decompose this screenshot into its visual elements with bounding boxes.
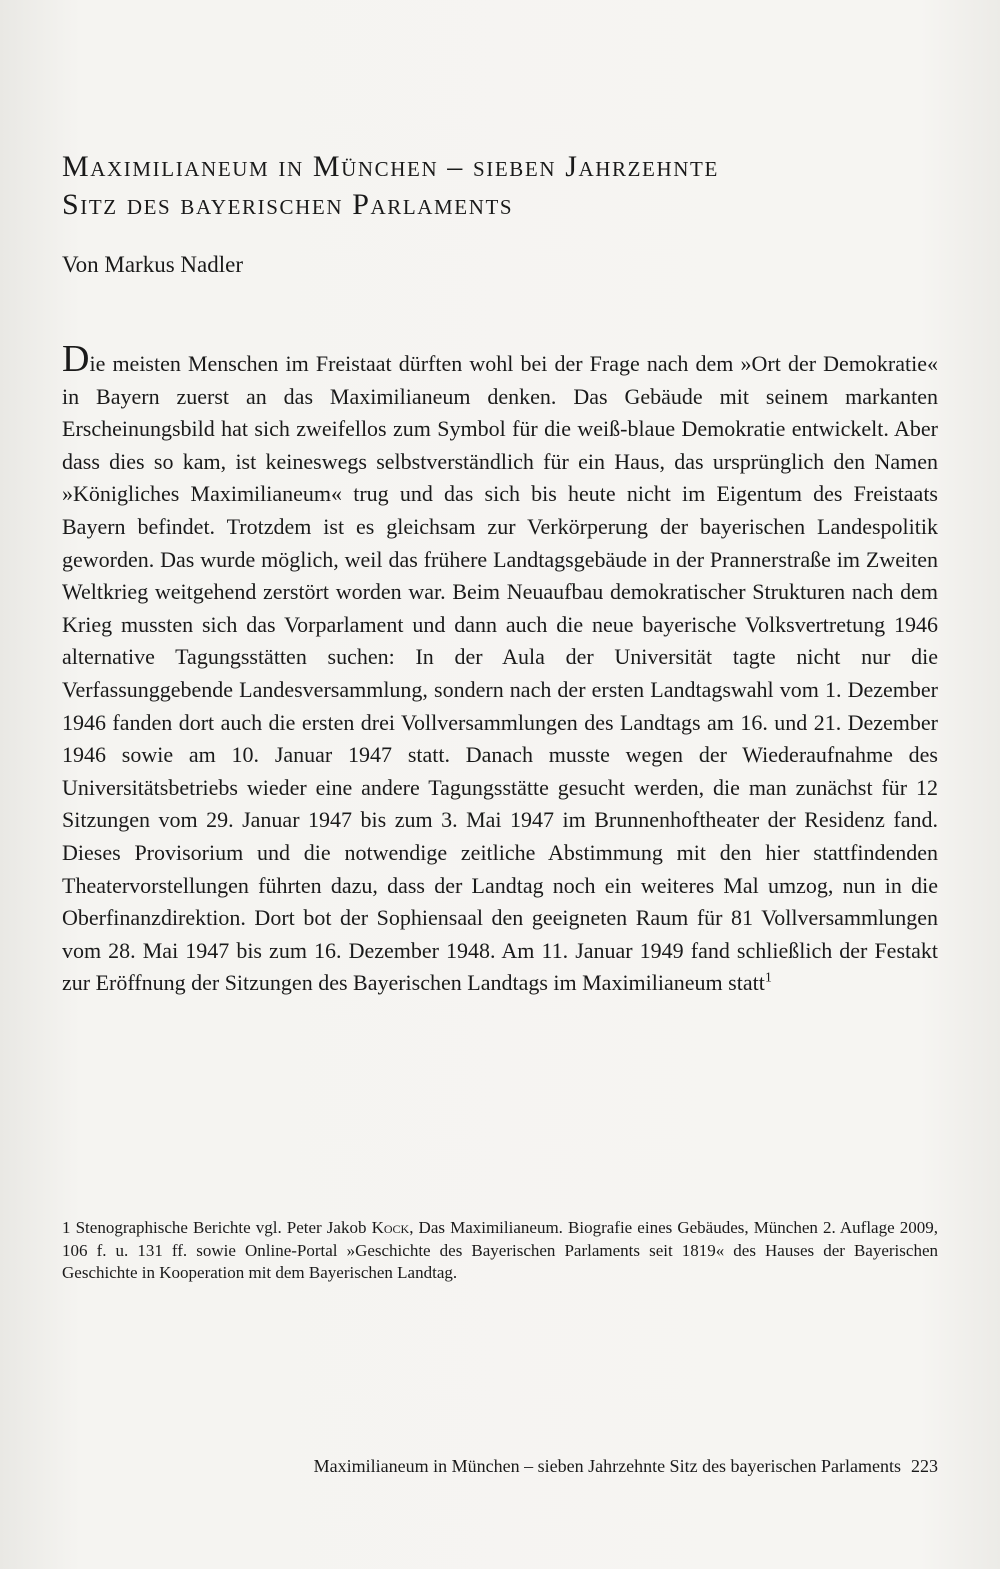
running-footer-title: Maximilianeum in München – sieben Jahrzehnte Sitz des bayerischen Parlaments [313,1456,901,1476]
footnote [62,1217,938,1285]
footnote-author-name: Kock [371,1218,410,1237]
page-number: 223 [911,1456,938,1476]
article-author: Von Markus Nadler [62,252,243,277]
footnote-reference: 1 [764,970,772,986]
article-title-line-1: Maximilianeum in München – sieben Jahrzehnte [62,150,719,183]
footnote-text-after: , Das Maximilianeum. Biografie eines Gebäudes, München 2. Auflage 2009, 106 f. u. 131 ff. sowie Online-Portal »Geschichte des Bayerischen Parlaments seit 1819« des Hauses der Bayerischen Geschichte in Kooperation mit dem Bayerischen Landtag. [62,1218,938,1282]
drop-cap: D [62,338,90,380]
footnote-number: 1 [62,1218,71,1237]
body-text: ie meisten Menschen im Freistaat dürften wohl bei der Frage nach dem »Ort der Demokratie« in Bayern zuerst an das Maximilianeum denken. Das Gebäude mit seinem markanten Erscheinungsbild hat sich zweifellos zum Symbol für die weiß-blaue Demokratie entwickelt. Aber dass dies so kam, ist keineswegs selbstverständlich für ein Haus, das ursprünglich den Namen »Königliches Maximilianeum« trug und das sich bis heute nicht im Eigentum des Freistaats Bayern befindet. Trotzdem ist es gleichsam zur Verkörperung der bayerischen Landespolitik geworden. Das wurde möglich, weil das frühere Landtagsgebäude in der Prannerstraße im Zweiten Weltkrieg weitgehend zerstört worden war. Beim Neuaufbau demokratischer Strukturen nach dem Krieg mussten sich das Vorparlament und dann auch die neue bayerische Volksvertretung 1946 alternative Tagungsstätten suchen: In der Aula der Universität tagte nicht nur die Verfassunggebende Landesversammlung, sondern nach der ersten Landtagswahl vom 1. Dezember 1946 fanden dort auch die ersten drei Vollversammlungen des Landtags am 16. und 21. Dezember 1946 sowie am 10. Januar 1947 statt. Danach musste wegen der Wiederaufnahme des Universitätsbetriebs wieder eine andere Tagungsstätte gesucht werden, die man zunächst für 12 Sitzungen vom 29. Januar 1947 bis zum 3. Mai 1947 im Brunnenhoftheater der Residenz fand. Dieses Provisorium und die notwendige zeitliche Abstimmung mit den hier stattfindenden Theatervorstellungen führten dazu, dass der Landtag noch ein weiteres Mal umzog, nun in die Oberfinanzdirektion. Dort bot der Sophiensaal den geeigneten Raum für 81 Vollversammlungen vom 28. Mai 1947 bis zum 16. Dezember 1948. Am 11. Januar 1949 fand schließlich der Festakt zur Eröffnung der Sitzungen des Bayerischen Landtags im Maximilianeum statt [62,351,938,996]
body-paragraph [62,338,938,1000]
running-footer [314,1456,938,1477]
article-title-line-2: Sitz des bayerischen Parlaments [62,188,514,221]
footnote-text-before: Stenographische Berichte vgl. Peter Jakob [75,1218,367,1237]
article-title [62,148,942,224]
